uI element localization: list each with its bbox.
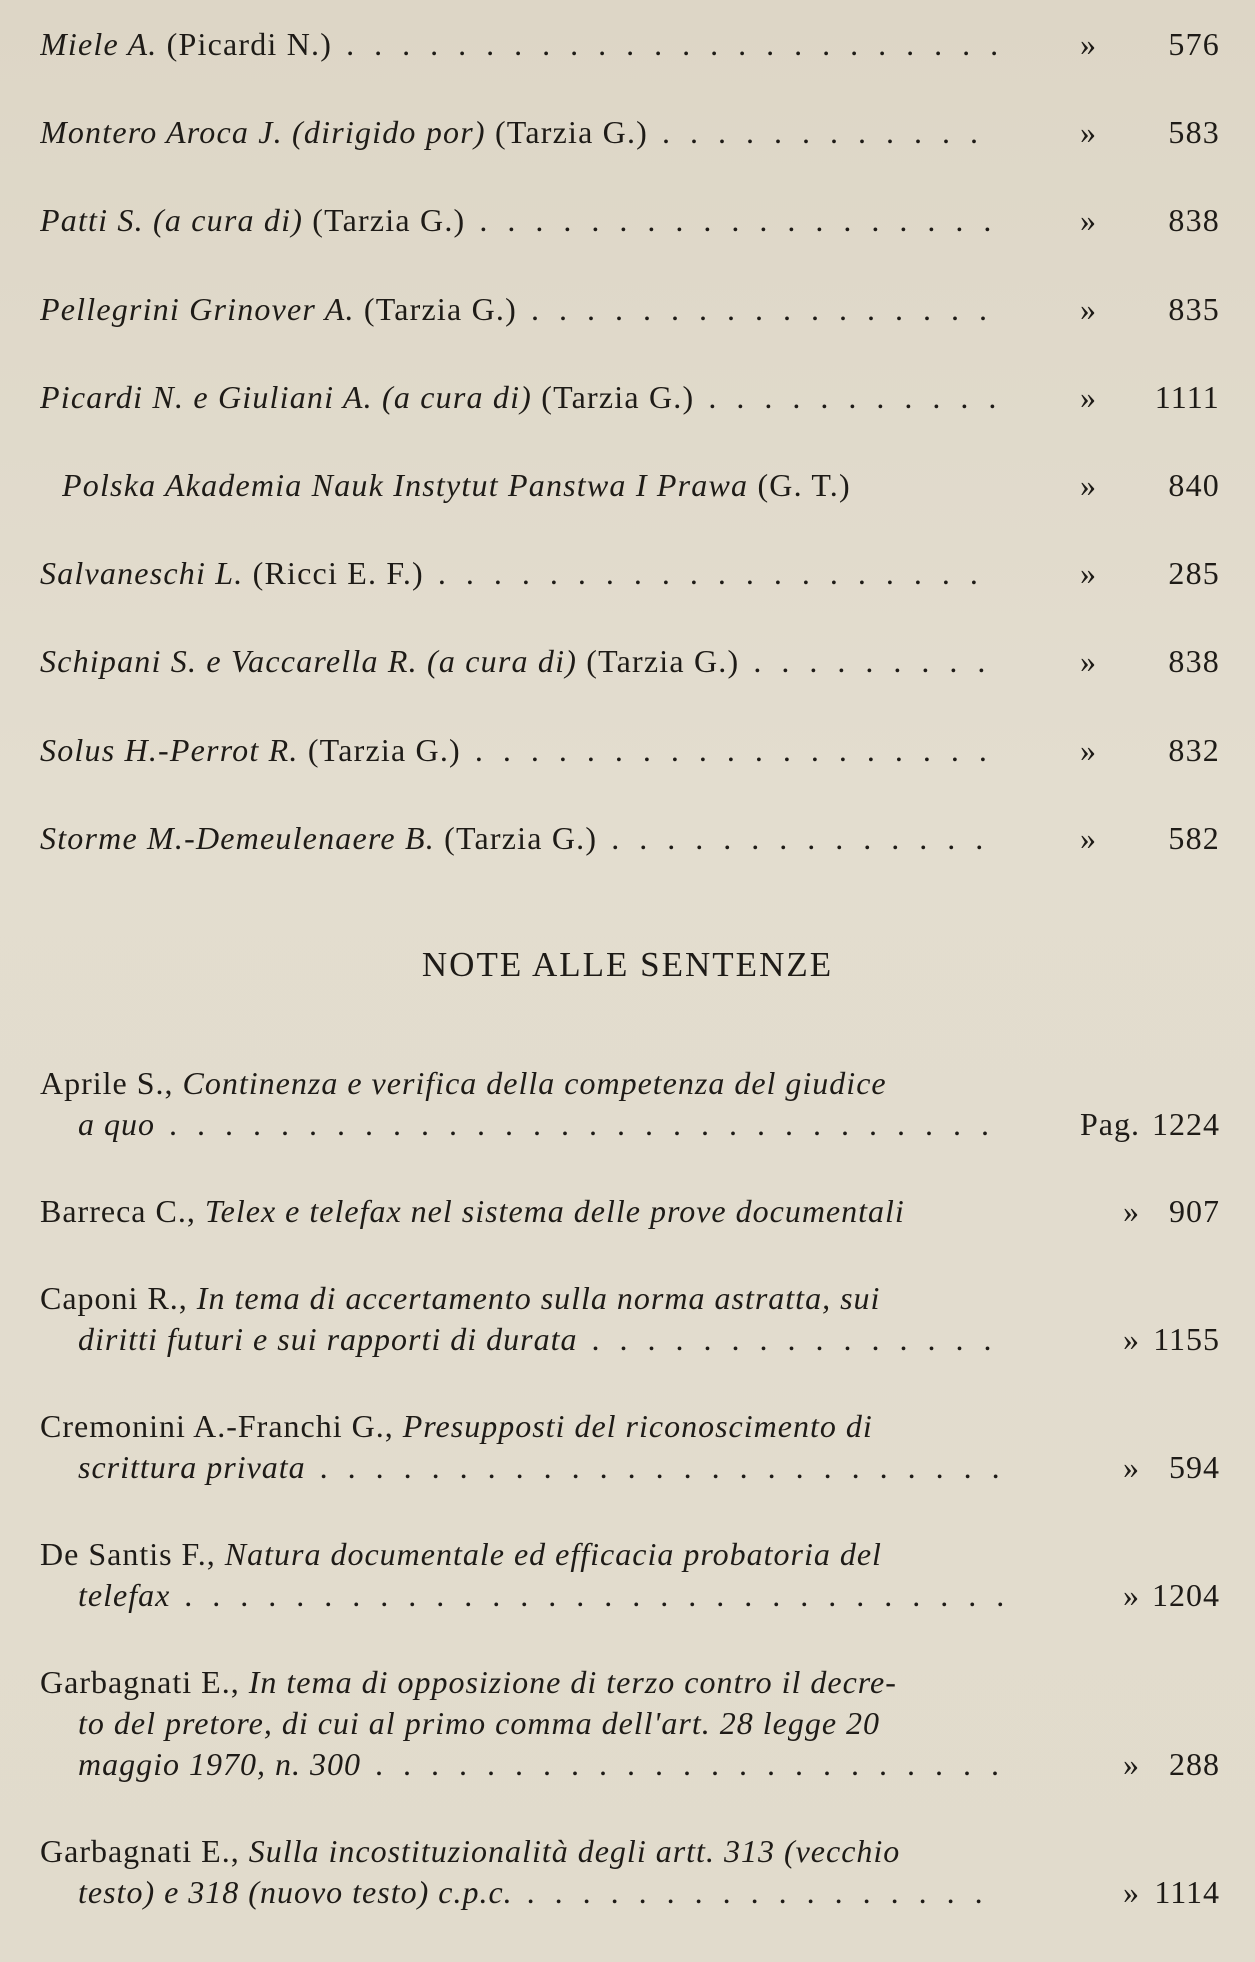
review-author: Picardi N. e Giuliani A. (a cura di) [40,378,533,415]
review-entry-text [40,106,1000,158]
review-reviewer: (Tarzia G.) [363,290,517,327]
note-author: Garbagnati E., [40,1833,240,1869]
note-title: Sulla incostituzionalità degli artt. 313 (vecchio [248,1833,901,1869]
page-number: 835 [1168,290,1220,327]
note-reference [1080,1104,1220,1145]
review-reviewer: (Tarzia G.) [307,731,461,768]
review-entry-text [62,459,1022,511]
ditto-mark: » [1080,731,1098,768]
page-number: 1114 [1154,1874,1220,1910]
ditto-mark: » [1123,1321,1140,1357]
page-number: 583 [1168,114,1220,151]
note-first-line [40,1063,1004,1104]
ditto-mark: » [1123,1746,1140,1782]
review-reviewer: (Tarzia G.) [494,114,649,151]
review-reviewer: (G. T.) [757,466,851,503]
note-reference [1123,1447,1220,1488]
note-continuation [40,1744,1004,1785]
note-author: De Santis F., [40,1536,216,1572]
note-entry [40,1534,1220,1616]
review-author: Pellegrini Grinover A. [40,290,355,327]
review-entry-text [40,547,1000,599]
review-reviewer: (Tarzia G.) [312,202,466,239]
note-title: In tema di accertamento sulla norma astratta, sui [196,1280,881,1316]
note-author: Aprile S., [40,1065,174,1101]
note-title: Natura documentale ed efficacia probatoria del [224,1536,882,1572]
ditto-mark: » [1123,1874,1140,1910]
note-middle-line [40,1703,1004,1744]
review-author: Storme M.-Demeulenaere B. [40,819,435,856]
review-entry [40,635,1220,723]
review-entry [40,724,1220,812]
review-entry-text [40,812,1000,864]
page-number: 1111 [1154,378,1220,415]
page-number: 840 [1168,466,1220,503]
note-first-line [40,1406,1004,1447]
section-heading: NOTE ALLE SENTENZE [421,945,834,984]
note-text [40,1406,1004,1488]
note-entry [40,1191,1220,1232]
note-continuation [40,1872,1004,1913]
ditto-mark: » [1123,1193,1140,1229]
review-reviewer: (Tarzia G.) [444,819,598,856]
note-first-line [40,1831,1004,1872]
page-number: 594 [1169,1449,1220,1485]
note-text [40,1063,1004,1145]
note-entry [40,1831,1220,1913]
review-entry-text [40,18,1000,70]
note-text [40,1534,1004,1616]
review-entry [40,371,1220,459]
note-author: Barreca C., [40,1193,196,1229]
note-title-continuation: telefax [78,1577,171,1613]
note-entry [40,1063,1220,1145]
note-title-continuation: scrittura privata [78,1449,306,1485]
note-title-continuation: diritti futuri e sui rapporti di durata [78,1321,578,1357]
page-number: 1204 [1152,1577,1220,1613]
note-reference [1123,1319,1220,1360]
note-entry [40,1278,1220,1360]
ditto-mark: » [1123,1449,1140,1485]
page-number: 838 [1168,643,1220,680]
ditto-mark: » [1080,378,1098,415]
note-text [40,1278,1004,1360]
review-entry [40,459,1220,547]
review-entry-text [40,194,1000,246]
review-entry [40,812,1220,900]
review-author: Miele A. [40,26,158,62]
page-number: 838 [1168,202,1220,239]
review-entry [40,547,1220,635]
review-reviewer: (Tarzia G.) [586,643,740,680]
review-entry [40,194,1220,282]
note-title-middle: to del pretore, di cui al primo comma dell'art. 28 legge 20 [78,1705,881,1741]
note-title: Telex e telefax nel sistema delle prove documentali [204,1193,905,1229]
note-first-line [40,1278,1004,1319]
page-number: 582 [1168,819,1220,856]
ditto-mark: » [1080,114,1098,151]
review-entry [40,283,1220,371]
review-index-list [40,18,1220,900]
page-number: 907 [1169,1193,1220,1229]
review-entry-text [40,635,1000,687]
note-continuation [40,1319,1004,1360]
ditto-mark: » [1080,466,1098,503]
note-title: Presupposti del riconoscimento di [402,1408,873,1444]
page-number: 1155 [1153,1321,1220,1357]
note-first-line [40,1662,1004,1703]
review-author: Schipani S. e Vaccarella R. (a cura di) [40,643,578,680]
note-author: Cremonini A.-Franchi G., [40,1408,394,1444]
review-author: Salvaneschi L. [40,555,244,592]
note-title-continuation: maggio 1970, n. 300 [78,1746,361,1782]
review-entry [40,18,1220,106]
note-reference [1123,1872,1220,1913]
review-author: Montero Aroca J. (dirigido por) [40,114,486,151]
note-continuation [40,1447,1004,1488]
review-reviewer: (Ricci E. F.) [252,555,424,592]
review-entry-text [40,371,1000,423]
note-reference [1123,1191,1220,1232]
review-reviewer: (Picardi N.) [166,26,333,62]
note-title: Continenza e verifica della competenza del giudice [182,1065,887,1101]
note-text [40,1831,1004,1913]
ditto-mark: » [1080,26,1098,62]
page-number: 576 [1168,26,1220,62]
review-author: Polska Akademia Nauk Instytut Panstwa I Prawa [62,466,749,503]
note-title-continuation: a quo [78,1106,155,1142]
page-label: Pag. [1080,1106,1140,1142]
note-title-continuation: testo) e 318 (nuovo testo) c.p.c. [78,1874,513,1910]
note-author: Caponi R., [40,1280,188,1316]
ditto-mark: » [1080,555,1098,592]
page-number: 832 [1168,731,1220,768]
review-reviewer: (Tarzia G.) [541,378,695,415]
note-reference [1123,1575,1220,1616]
review-entry-text [40,283,1000,335]
page-number: 1224 [1152,1106,1220,1142]
note-text [40,1662,1004,1785]
ditto-mark: » [1080,819,1098,856]
ditto-mark: » [1123,1577,1140,1613]
note-continuation [40,1575,1004,1616]
note-entry [40,1662,1220,1785]
note-entry [40,1406,1220,1488]
review-author: Patti S. (a cura di) [40,202,304,239]
note-first-line [40,1191,1004,1232]
review-entry [40,106,1220,194]
ditto-mark: » [1080,290,1098,327]
ditto-mark: » [1080,202,1098,239]
page-number: 288 [1169,1746,1220,1782]
notes-index-list [40,1063,1220,1913]
note-continuation [40,1104,1004,1145]
review-author: Solus H.-Perrot R. [40,731,299,768]
page-number: 285 [1168,555,1220,592]
note-author: Garbagnati E., [40,1664,240,1700]
note-text [40,1191,1004,1232]
note-reference [1123,1744,1220,1785]
note-title: In tema di opposizione di terzo contro il decre- [248,1664,897,1700]
ditto-mark: » [1080,643,1098,680]
review-entry-text [40,724,1000,776]
note-first-line [40,1534,1004,1575]
